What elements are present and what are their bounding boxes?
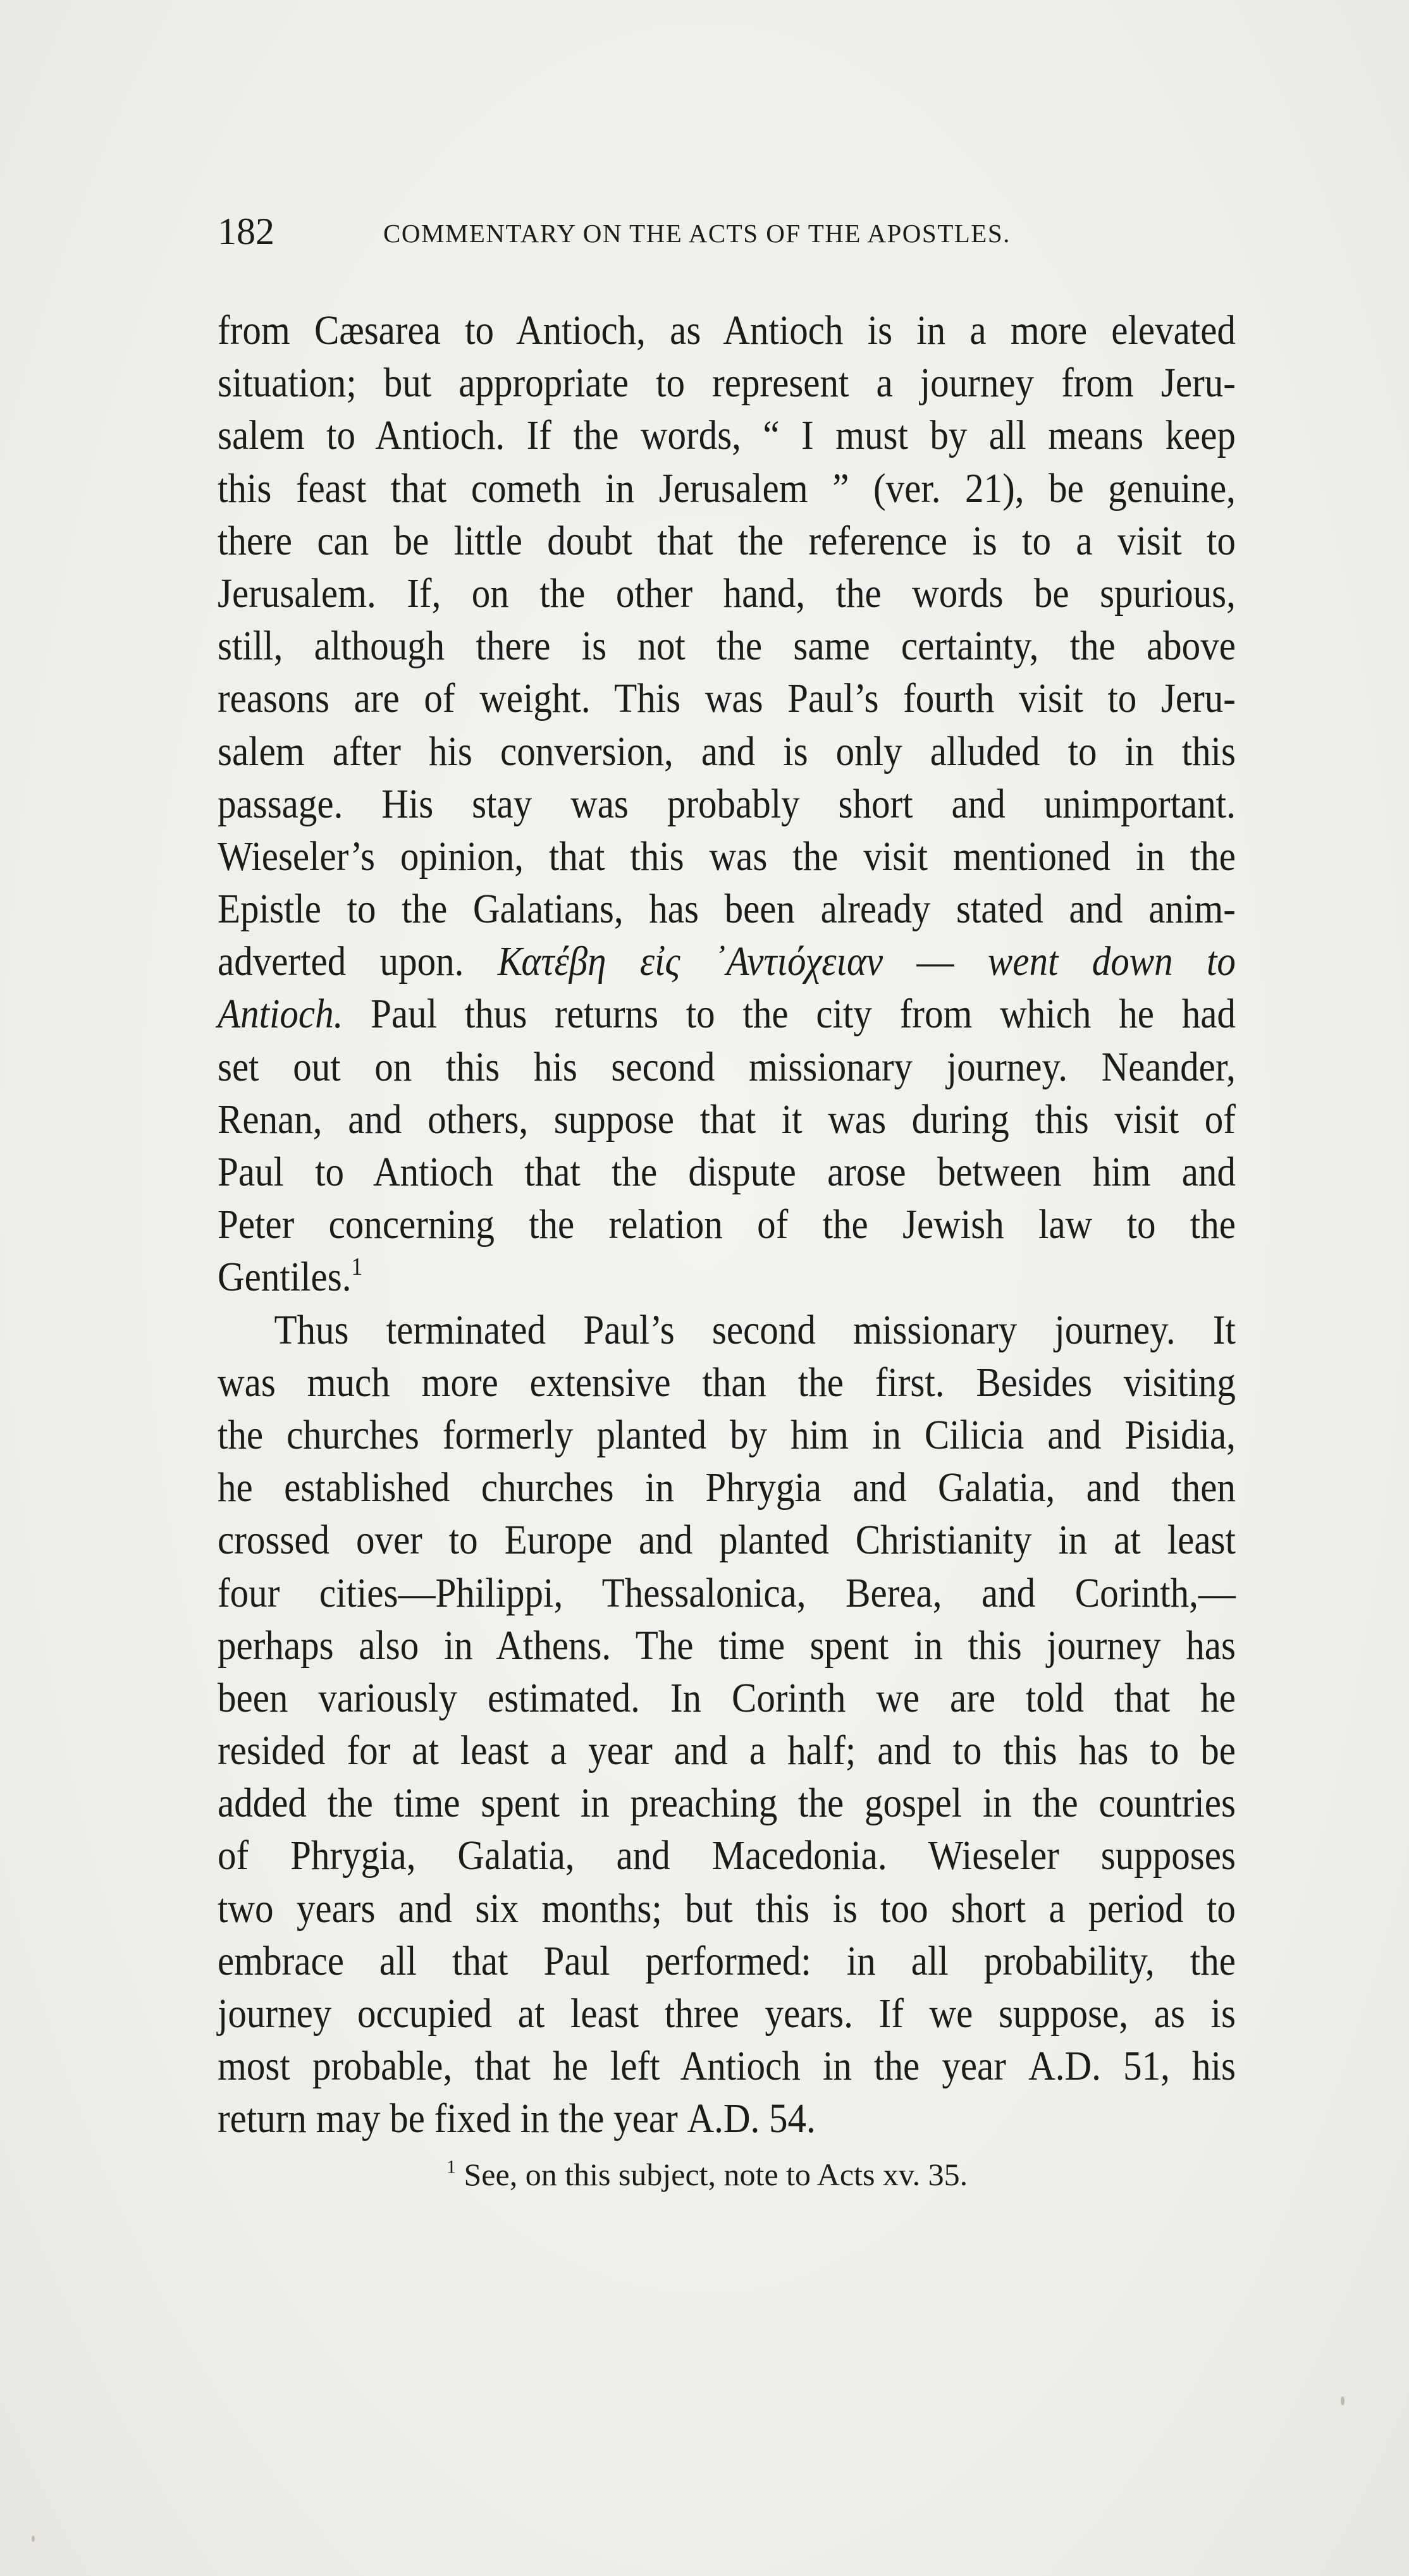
text-run: 54.: [769, 2095, 816, 2142]
text-line: of Phrygia, Galatia, and Macedonia. Wieseler supposes: [218, 1832, 1236, 1879]
text-line: Wieseler’s opinion, that this was the visit mentioned in the: [218, 833, 1236, 880]
text-line: [218, 935, 1236, 988]
text-line: there can be little doubt that the reference is to a visit to: [218, 517, 1236, 564]
text-line: Paul to Antioch that the dispute arose between him and: [218, 1149, 1236, 1195]
page-number: 182: [218, 211, 274, 252]
footnote-marker: 1: [446, 2156, 456, 2178]
italic-gloss: went down to: [987, 938, 1236, 985]
footnote: [446, 2155, 1142, 2194]
text-line: [218, 1251, 1236, 1303]
text-line: added the time spent in preaching the gospel in the countries: [218, 1780, 1236, 1827]
italic-gloss: Antioch.: [218, 991, 343, 1038]
text-line: situation; but appropriate to represent a journey from Jeru-: [218, 360, 1236, 407]
paragraph-first-line: Thus terminated Paul’s second missionary journey. It: [274, 1306, 1236, 1353]
scan-speck: [1341, 2396, 1344, 2405]
text-line: Jerusalem. If, on the other hand, the words be spurious,: [218, 570, 1236, 616]
text-line: he established churches in Phrygia and Galatia, and then: [218, 1464, 1236, 1511]
text-line: from Cæsarea to Antioch, as Antioch is in a more elevated: [218, 307, 1236, 353]
text-line: salem to Antioch. If the words, “ I must by all means keep: [218, 412, 1236, 459]
text-line: was much more extensive than the first. Besides visiting: [218, 1359, 1236, 1406]
text-line: crossed over to Europe and planted Christianity in at least: [218, 1517, 1236, 1564]
text-line: passage. His stay was probably short and unimportant.: [218, 780, 1236, 827]
text-line: this feast that cometh in Jerusalem ” (ver. 21), be genuine,: [218, 465, 1236, 512]
text-run: return may be fixed in the year: [218, 2095, 678, 2142]
text-run: Paul thus returns to the city from which he had: [371, 991, 1236, 1038]
footnote-text: See, on this subject, note to Acts xv. 35.: [464, 2157, 968, 2192]
footnote-reference: 1: [351, 1252, 363, 1280]
text-line: still, although there is not the same certainty, the above: [218, 623, 1236, 670]
text-line: Peter concerning the relation of the Jewish law to the: [218, 1201, 1236, 1248]
text-run: Gentiles.: [218, 1254, 352, 1301]
text-line: [218, 2092, 1236, 2145]
text-run: 51, his: [1123, 2043, 1236, 2090]
era-abbreviation: A.D.: [1028, 2043, 1101, 2090]
scan-speck: [32, 2536, 35, 2542]
text-line: perhaps also in Athens. The time spent in this journey has: [218, 1622, 1236, 1669]
running-head: COMMENTARY ON THE ACTS OF THE APOSTLES.: [383, 219, 1011, 248]
text-line: resided for at least a year and a half; and to this has to be: [218, 1727, 1236, 1774]
text-line: reasons are of weight. This was Paul’s fourth visit to Jeru-: [218, 675, 1236, 722]
text-line: the churches formerly planted by him in Cilicia and Pisidia,: [218, 1411, 1236, 1458]
text-line: two years and six months; but this is too short a period to: [218, 1885, 1236, 1932]
text-line: Renan, and others, suppose that it was during this visit of: [218, 1096, 1236, 1143]
era-abbreviation: A.D.: [687, 2095, 760, 2142]
body-text: [218, 304, 1236, 2145]
text-line: [218, 2040, 1236, 2092]
text-line: four cities—Philippi, Thessalonica, Berea, and Corinth,—: [218, 1569, 1236, 1616]
text-line: salem after his conversion, and is only alluded to in this: [218, 728, 1236, 775]
text-line: Epistle to the Galatians, has been already stated and anim-: [218, 886, 1236, 933]
text-line: been variously estimated. In Corinth we are told that he: [218, 1674, 1236, 1721]
text-line: set out on this his second missionary journey. Neander,: [218, 1043, 1236, 1090]
dash: —: [916, 938, 954, 985]
page-header: [218, 206, 1191, 257]
text-line: [218, 988, 1236, 1040]
text-line: embrace all that Paul performed: in all probability, the: [218, 1937, 1236, 1984]
text-line: journey occupied at least three years. If we suppose, as is: [218, 1990, 1236, 2037]
text-run: most probable, that he left Antioch in the year: [218, 2043, 1006, 2090]
greek-phrase: Κατέβη εἰς ᾿Αντιόχειαν: [497, 938, 883, 985]
text-run: adverted upon.: [218, 938, 464, 985]
